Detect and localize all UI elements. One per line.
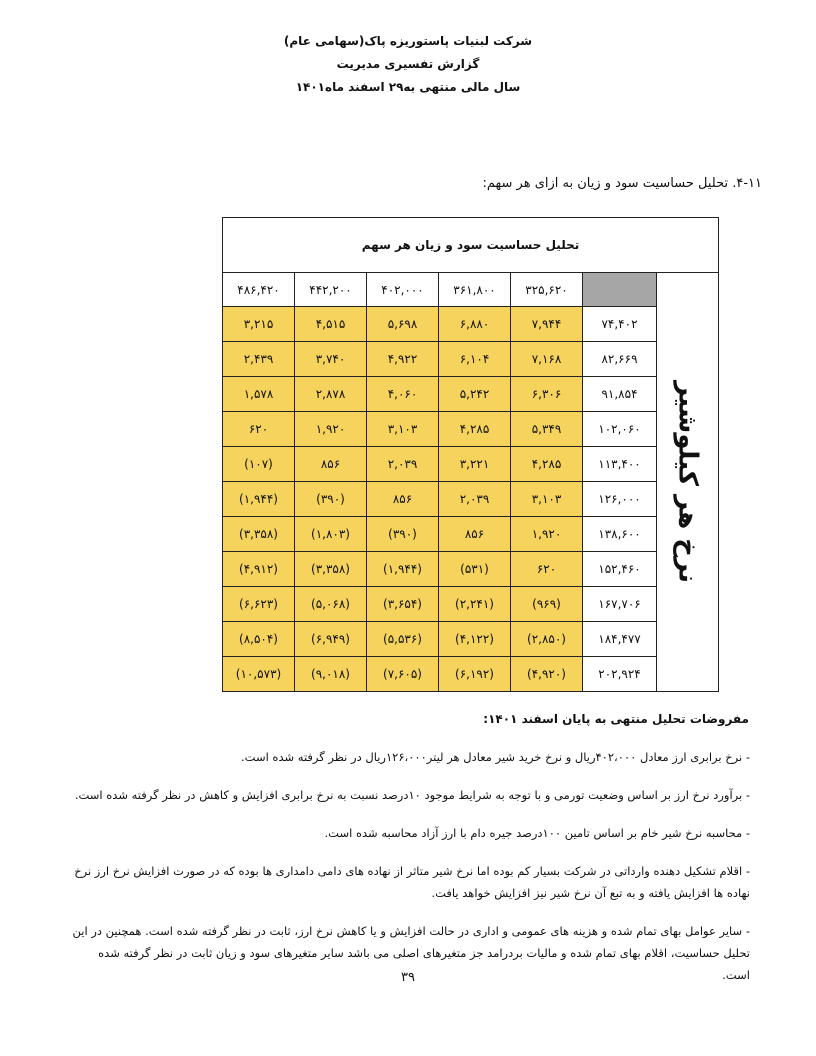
table-title: تحلیل حساسیت سود و زیان هر سهم bbox=[223, 218, 719, 273]
milk-rate-cell: ۹۱,۸۵۴ bbox=[583, 377, 657, 412]
eps-value-cell: (۵,۵۳۶) bbox=[367, 622, 439, 657]
assumptions-list bbox=[70, 746, 750, 1002]
milk-rate-cell: ۷۴,۴۰۲ bbox=[583, 307, 657, 342]
eps-value-cell: ۶,۸۸۰ bbox=[439, 307, 511, 342]
eps-value-cell: ۶۲۰ bbox=[511, 552, 583, 587]
eps-value-cell: (۳,۳۵۸) bbox=[223, 517, 295, 552]
eps-value-cell: ۳,۱۰۳ bbox=[511, 482, 583, 517]
eps-value-cell: ۸۵۶ bbox=[295, 447, 367, 482]
company-name: شرکت لبنیات پاستوریزه پاک(سهامی عام) bbox=[283, 34, 533, 48]
assumptions-title: مفروضات تحلیل منتهی به پایان اسفند ۱۴۰۱: bbox=[483, 712, 749, 726]
eps-value-cell: ۲,۰۳۹ bbox=[439, 482, 511, 517]
eps-value-cell: ۲,۴۳۹ bbox=[223, 342, 295, 377]
column-header: ۴۰۲,۰۰۰ bbox=[367, 273, 439, 307]
column-header: ۳۲۵,۶۲۰ bbox=[511, 273, 583, 307]
report-name: گزارش تفسیری مدیریت bbox=[336, 57, 480, 71]
eps-value-cell: (۱۰,۵۷۳) bbox=[223, 657, 295, 692]
eps-value-cell: (۱,۸۰۳) bbox=[295, 517, 367, 552]
sensitivity-table bbox=[222, 217, 719, 692]
eps-value-cell: ۲,۸۷۸ bbox=[295, 377, 367, 412]
table-row bbox=[223, 342, 719, 377]
eps-value-cell: (۱۰۷) bbox=[223, 447, 295, 482]
milk-rate-cell: ۱۵۲,۴۶۰ bbox=[583, 552, 657, 587]
eps-value-cell: (۶,۹۴۹) bbox=[295, 622, 367, 657]
eps-value-cell: (۲,۲۴۱) bbox=[439, 587, 511, 622]
eps-value-cell: (۳,۶۵۴) bbox=[367, 587, 439, 622]
eps-value-cell: ۳,۲۱۵ bbox=[223, 307, 295, 342]
milk-rate-cell: ۱۱۳,۴۰۰ bbox=[583, 447, 657, 482]
eps-value-cell: ۶,۳۰۶ bbox=[511, 377, 583, 412]
eps-value-cell: (۵,۰۶۸) bbox=[295, 587, 367, 622]
column-header: ۴۸۶,۴۲۰ bbox=[223, 273, 295, 307]
eps-value-cell: ۸۵۶ bbox=[367, 482, 439, 517]
milk-rate-cell: ۱۲۶,۰۰۰ bbox=[583, 482, 657, 517]
page-number: ۳۹ bbox=[401, 970, 415, 985]
table-row bbox=[223, 587, 719, 622]
eps-value-cell: (۲,۸۵۰) bbox=[511, 622, 583, 657]
eps-value-cell: ۵,۲۴۲ bbox=[439, 377, 511, 412]
eps-value-cell: ۶,۱۰۴ bbox=[439, 342, 511, 377]
eps-value-cell: ۳,۱۰۳ bbox=[367, 412, 439, 447]
eps-value-cell: ۲,۰۳۹ bbox=[367, 447, 439, 482]
eps-value-cell: ۱,۵۷۸ bbox=[223, 377, 295, 412]
eps-value-cell: (۹,۰۱۸) bbox=[295, 657, 367, 692]
table-row bbox=[223, 447, 719, 482]
eps-value-cell: ۴,۲۸۵ bbox=[511, 447, 583, 482]
eps-value-cell: ۴,۲۸۵ bbox=[439, 412, 511, 447]
assumption-item: - برآورد نرخ ارز بر اساس وضعیت تورمی و با توجه به شرایط موجود ۱۰درصد نسبت به نرخ برابری افزایش و کاهش در نظر گرفته شده است. bbox=[74, 788, 750, 802]
column-header: ۳۶۱,۸۰۰ bbox=[439, 273, 511, 307]
table-row bbox=[223, 412, 719, 447]
eps-value-cell: (۳۹۰) bbox=[295, 482, 367, 517]
fiscal-period: سال مالی منتهی به۲۹ اسفند ماه۱۴۰۱ bbox=[295, 80, 521, 94]
eps-value-cell: ۴,۵۱۵ bbox=[295, 307, 367, 342]
assumption-item: - سایر عوامل بهای تمام شده و هزینه های عمومی و اداری در حالت افزایش و یا کاهش نرخ ارز، ثابت در نظر گرفته شده است. همچنین در این تحلیل حساسیت، اقلام بهای تمام شده و مالیات بردرامد جز متغیرهای اصلی می باشد سایر متغیرهای سود و زیان ثابت در نظر گرفته شده است. bbox=[72, 924, 750, 982]
side-label-cell bbox=[657, 273, 719, 692]
milk-rate-cell: ۱۰۲,۰۶۰ bbox=[583, 412, 657, 447]
table-row bbox=[223, 482, 719, 517]
milk-rate-cell: ۸۲,۶۶۹ bbox=[583, 342, 657, 377]
side-label: نرخ هر کیلوشیر bbox=[672, 381, 703, 583]
eps-value-cell: (۴,۱۲۲) bbox=[439, 622, 511, 657]
eps-value-cell: (۶,۱۹۲) bbox=[439, 657, 511, 692]
milk-rate-cell: ۱۳۸,۶۰۰ bbox=[583, 517, 657, 552]
eps-value-cell: ۷,۹۴۴ bbox=[511, 307, 583, 342]
eps-value-cell: (۱,۹۴۴) bbox=[223, 482, 295, 517]
table-row bbox=[223, 377, 719, 412]
section-title: ۴-۱۱. تحلیل حساسیت سود و زیان به ازای هر سهم: bbox=[482, 176, 762, 191]
eps-value-cell: (۳۹۰) bbox=[367, 517, 439, 552]
milk-rate-cell: ۱۶۷,۷۰۶ bbox=[583, 587, 657, 622]
eps-value-cell: ۷,۱۶۸ bbox=[511, 342, 583, 377]
eps-value-cell: ۸۵۶ bbox=[439, 517, 511, 552]
eps-value-cell: (۸,۵۰۴) bbox=[223, 622, 295, 657]
eps-value-cell: ۶۲۰ bbox=[223, 412, 295, 447]
eps-value-cell: (۱,۹۴۴) bbox=[367, 552, 439, 587]
eps-value-cell: (۴,۹۱۲) bbox=[223, 552, 295, 587]
table-row bbox=[223, 307, 719, 342]
eps-value-cell: (۶,۶۲۳) bbox=[223, 587, 295, 622]
corner-cell bbox=[583, 273, 657, 307]
table-row bbox=[223, 657, 719, 692]
eps-value-cell: (۳,۳۵۸) bbox=[295, 552, 367, 587]
eps-value-cell: (۵۳۱) bbox=[439, 552, 511, 587]
eps-value-cell: ۵,۳۴۹ bbox=[511, 412, 583, 447]
document-header bbox=[0, 30, 816, 99]
eps-value-cell: ۴,۰۶۰ bbox=[367, 377, 439, 412]
column-header: ۴۴۲,۲۰۰ bbox=[295, 273, 367, 307]
table-row bbox=[223, 552, 719, 587]
eps-value-cell: ۱,۹۲۰ bbox=[511, 517, 583, 552]
eps-value-cell: ۵,۶۹۸ bbox=[367, 307, 439, 342]
eps-value-cell: (۴,۹۲۰) bbox=[511, 657, 583, 692]
assumption-item: - اقلام تشکیل دهنده وارداتی در شرکت بسیار کم بوده اما نرخ شیر متاثر از نهاده های دامی دامداری ها بوده که در صورت افزایش نرخ ارز نرخ نهاده ها افزایش یافته و به تبع آن نرخ شیر نیز افزایش خواهد یافت. bbox=[74, 864, 750, 900]
assumption-item: - نرخ برابری ارز معادل ۴۰۲،۰۰۰ریال و نرخ خرید شیر معادل هر لیتر۱۲۶،۰۰۰ریال در نظر گرفته شده است. bbox=[241, 750, 750, 764]
table-row bbox=[223, 622, 719, 657]
eps-value-cell: ۱,۹۲۰ bbox=[295, 412, 367, 447]
milk-rate-cell: ۱۸۴,۴۷۷ bbox=[583, 622, 657, 657]
eps-value-cell: (۷,۶۰۵) bbox=[367, 657, 439, 692]
eps-value-cell: ۳,۷۴۰ bbox=[295, 342, 367, 377]
milk-rate-cell: ۲۰۲,۹۲۴ bbox=[583, 657, 657, 692]
eps-value-cell: (۹۶۹) bbox=[511, 587, 583, 622]
table-row bbox=[223, 517, 719, 552]
eps-value-cell: ۴,۹۲۲ bbox=[367, 342, 439, 377]
assumption-item: - محاسبه نرخ شیر خام بر اساس تامین ۱۰۰درصد جیره دام با ارز آزاد محاسبه شده است. bbox=[324, 826, 750, 840]
eps-value-cell: ۳,۲۲۱ bbox=[439, 447, 511, 482]
